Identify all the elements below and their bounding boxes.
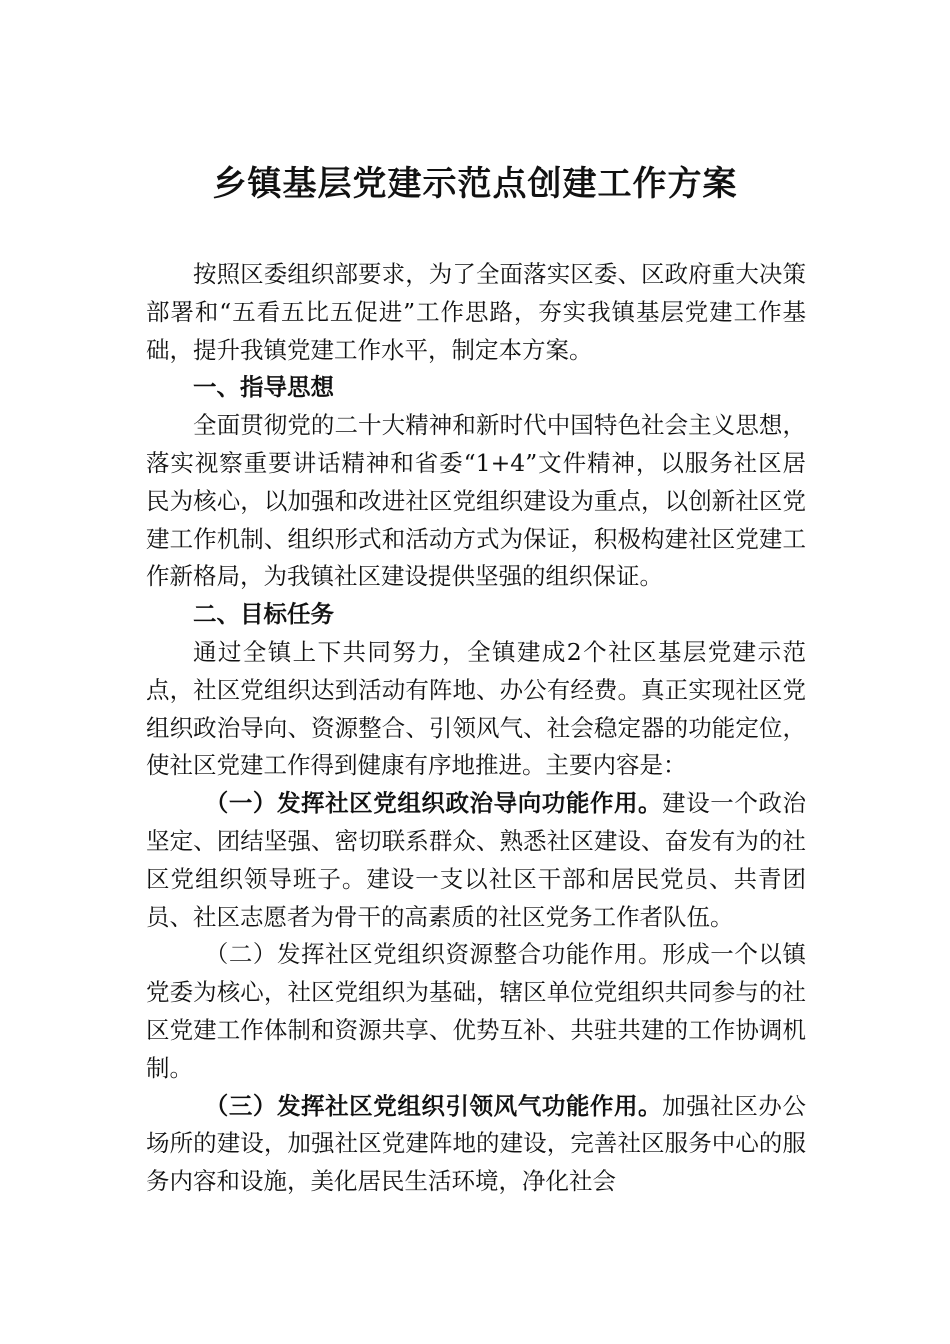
goal-item-political: [146, 785, 806, 936]
goal-item-resource: [146, 936, 806, 1087]
goal-item-lead: （二）发挥社区党组织资源整合功能作用。: [204, 940, 663, 969]
goal-item-text: 加强社区办公场所的建设，加强社区党建阵地的建设，完善社区服务中心的服务内容和设施，美化居民生活环境，净化社会: [146, 1091, 807, 1196]
goal-item-lead: （一）发挥社区党组织政治导向功能作用。: [204, 789, 663, 818]
section-heading-guiding-thought: 一、指导思想: [193, 373, 334, 402]
goal-item-lead: （三）发挥社区党组织引领风气功能作用。: [204, 1091, 663, 1120]
section-paragraph-goals: 通过全镇上下共同努力，全镇建成2个社区基层党建示范点，社区党组织达到活动有阵地、办公有经费。真正实现社区党组织政治导向、资源整合、引领风气、社会稳定器的功能定位，使社区党建工作得到健康有序地推进。主要内容是：: [146, 637, 806, 780]
section-heading-goals: 二、目标任务: [193, 600, 334, 629]
section-paragraph-guiding-thought: 全面贯彻党的二十大精神和新时代中国特色社会主义思想，落实视察重要讲话精神和省委“1+4”文件精神，以服务社区居民为核心，以加强和改进社区党组织建设为重点，以创新社区党建工作机制、组织形式和活动方式为保证，积极构建社区党建工作新格局，为我镇社区建设提供坚强的组织保证。: [146, 411, 806, 591]
goal-item-text: 建设一个政治坚定、团结坚强、密切联系群众、熟悉社区建设、奋发有为的社区党组织领导班子。建设一支以社区干部和居民党员、共青团员、社区志愿者为骨干的高素质的社区党务工作者队伍。: [146, 789, 807, 931]
goal-item-text: 形成一个以镇党委为核心，社区党组织为基础，辖区单位党组织共同参与的社区党建工作体制和资源共享、优势互补、共驻共建的工作协调机制。: [146, 940, 807, 1082]
document-body: [146, 256, 806, 1201]
goal-item-culture: [146, 1088, 806, 1201]
intro-paragraph: 按照区委组织部要求，为了全面落实区委、区政府重大决策部署和“五看五比五促进”工作思路，夯实我镇基层党建工作基础，提升我镇党建工作水平，制定本方案。: [146, 260, 806, 364]
document-title: 乡镇基层党建示范点创建工作方案: [212, 164, 738, 204]
